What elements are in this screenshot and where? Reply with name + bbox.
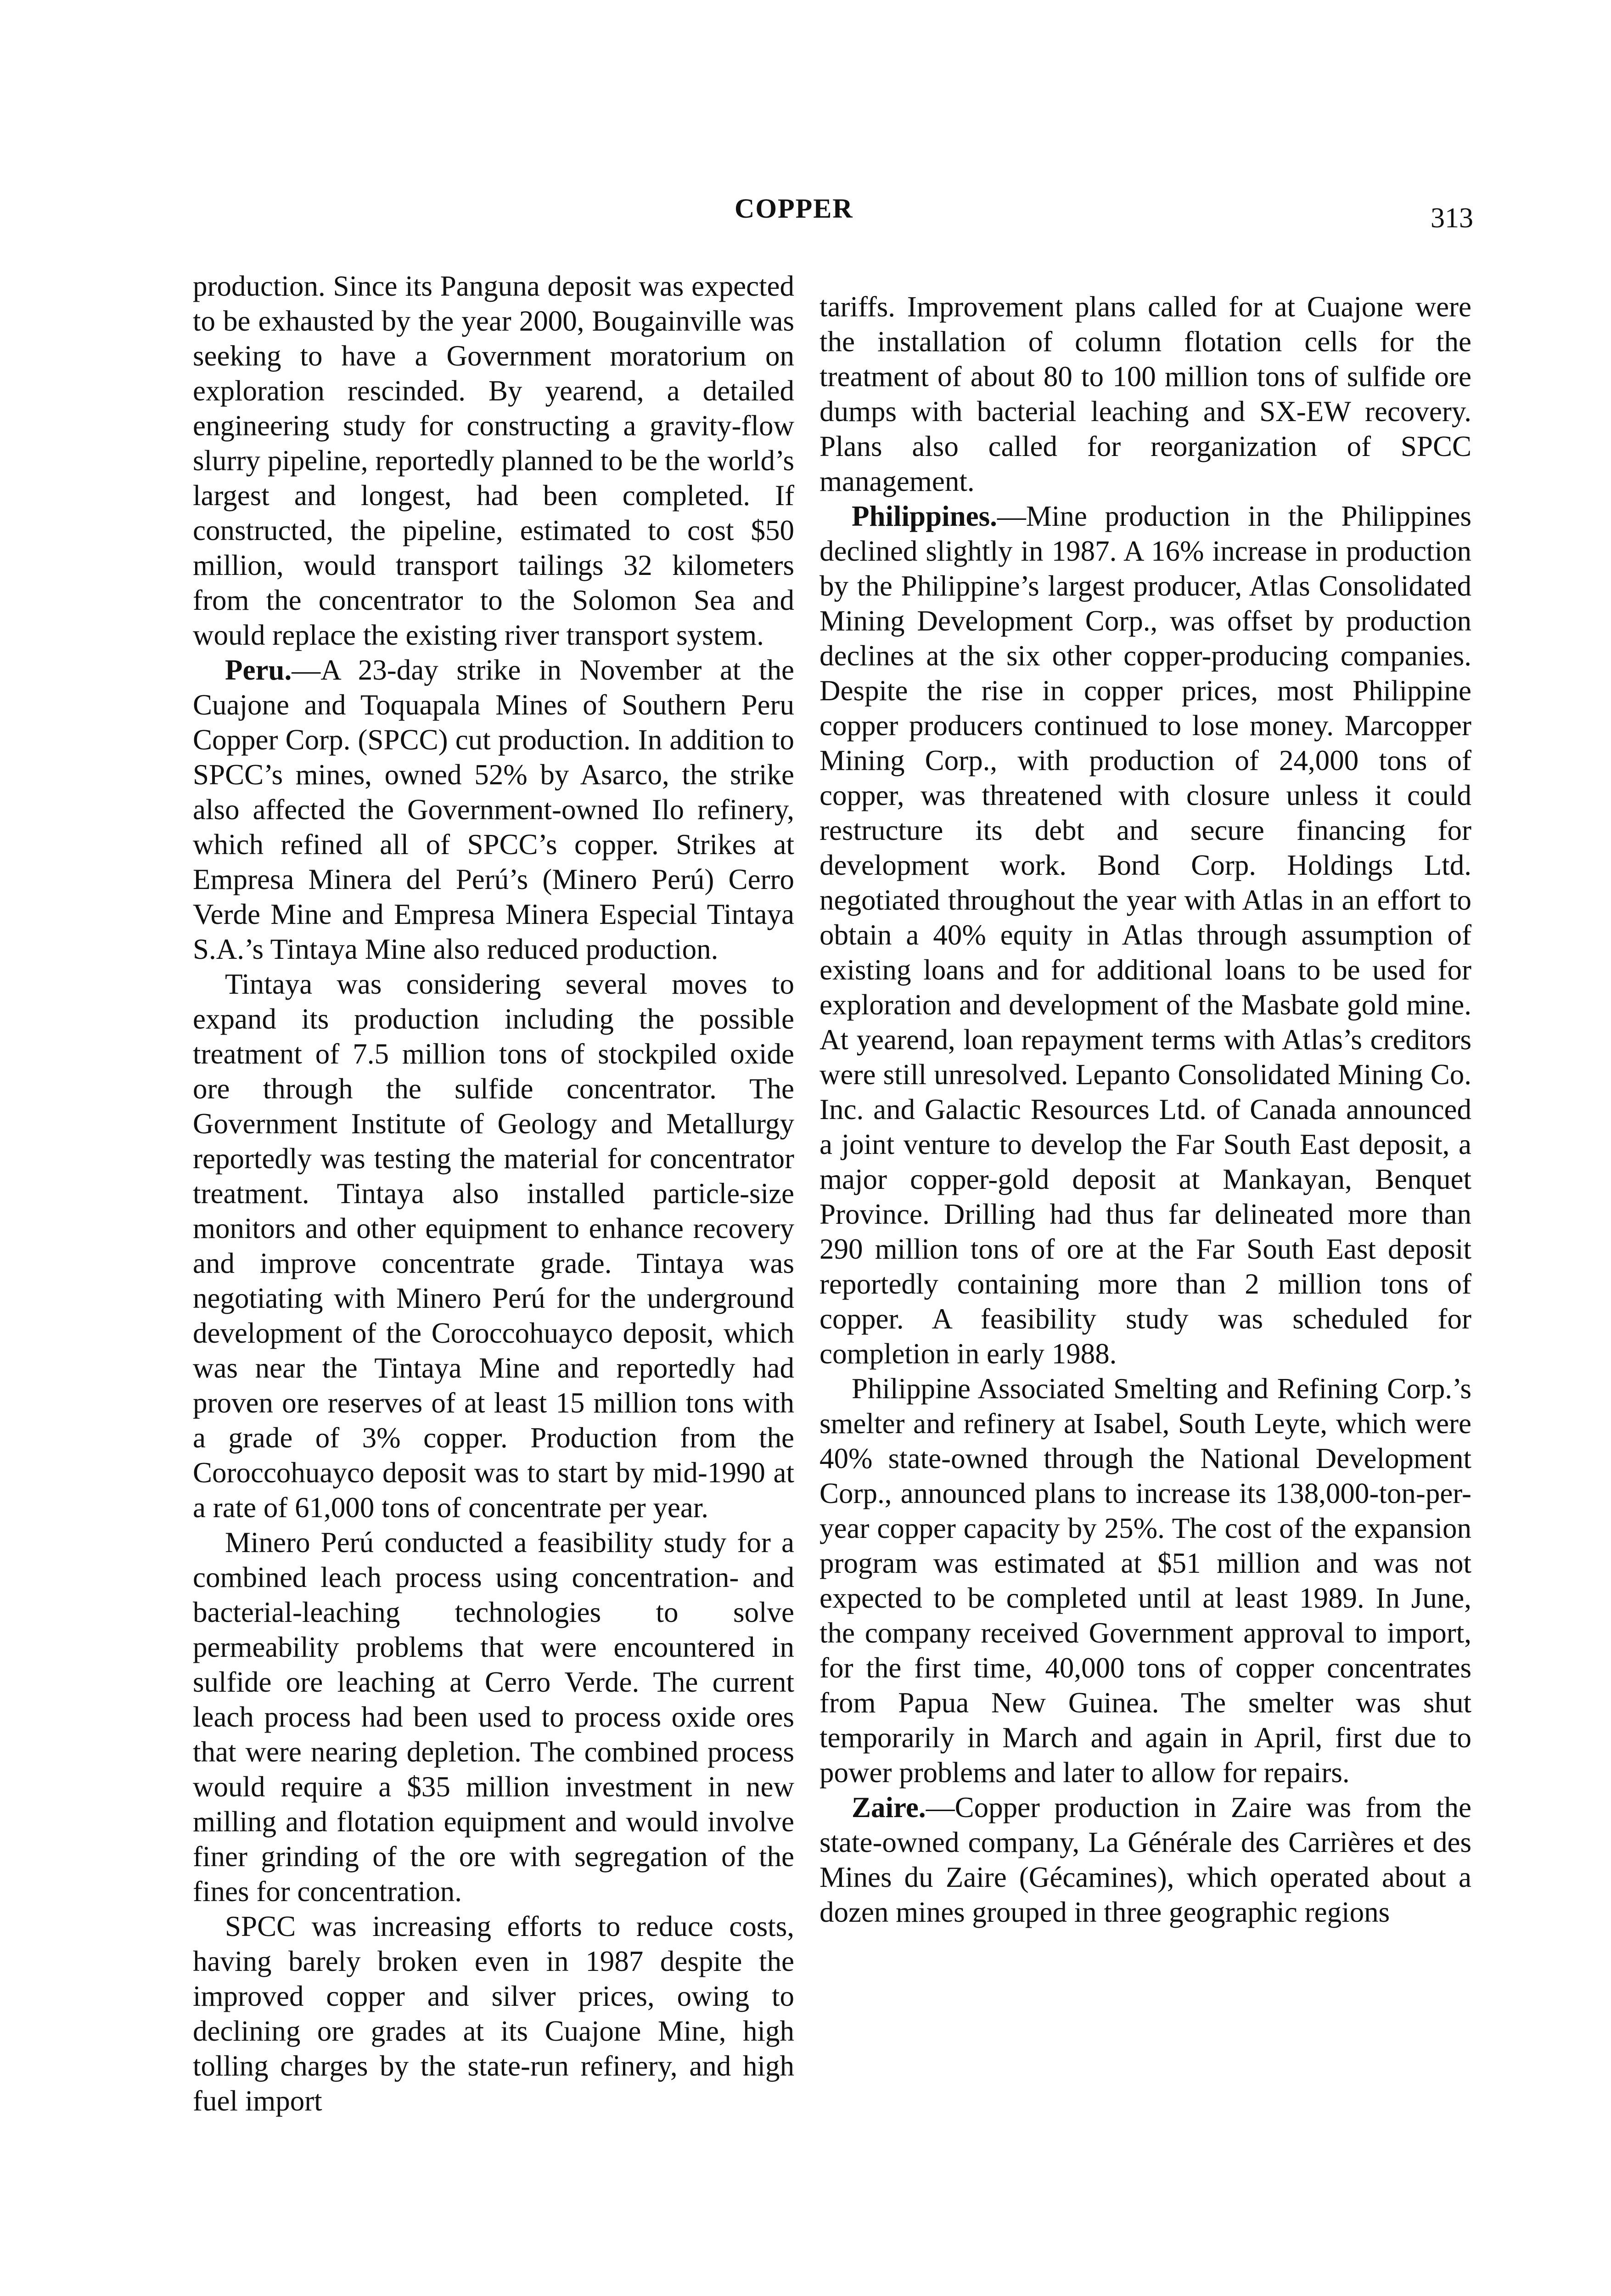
paragraph-spcc: SPCC was increasing efforts to reduce costs, having barely broken even in 1987 despite the improved copper and silver prices, owing to declining ore grades at its Cuajone Mine, high tolling charges by the state-run refinery, and high fuel import xyxy=(193,1910,794,2117)
right-column xyxy=(820,289,1471,1930)
paragraph-spcc-continued: tariffs. Improvement plans called for at Cuajone were the installation of column flotation cells for the treatment of about 80 to 100 million tons of sulfide ore dumps with bacterial leaching and SX-EW recovery. Plans also called for reorganization of SPCC management. xyxy=(820,291,1471,497)
paragraph-zaire xyxy=(820,1790,1471,1930)
paragraph-tintaya: Tintaya was considering several moves to expand its production including the possible treatment of 7.5 million tons of stockpiled oxide ore through the sulfide concentrator. The Government Institute of Geology and Metallurgy reportedly was testing the material for concentrator treatment. Tintaya also installed particle-size monitors and other equipment to enhance recovery and improve concentrate grade. Tintaya was negotiating with Minero Perú for the underground development of the Coroccohuayco deposit, which was near the Tintaya Mine and reportedly had proven ore reserves of at least 15 million tons with a grade of 3% copper. Production from the Coroccohuayco deposit was to start by mid-1990 at a rate of 61,000 tons of concentrate per year. xyxy=(193,968,794,1524)
paragraph-philippines xyxy=(820,499,1471,1371)
section-heading-peru: Peru. xyxy=(225,654,292,686)
page-number: 313 xyxy=(1431,203,1473,234)
paragraph-peru-body: —A 23-day strike in November at the Cuajone and Toquapala Mines of Southern Peru Copper Corp. (SPCC) cut production. In addition to SPCC’s mines, owned 52% by Asarco, the strike also affected the Government-owned Ilo refinery, which refined all of SPCC’s copper. Strikes at Empresa Minera del Perú’s (Minero Perú) Cerro Verde Mine and Empresa Minera Especial Tintaya S.A.’s Tintaya Mine also reduced production. xyxy=(193,654,794,965)
paragraph-minero-peru: Minero Perú conducted a feasibility study for a combined leach process using concentration- and bacterial-leaching technologies to solve permeability problems that were encountered in sulfide ore leaching at Cerro Verde. The current leach process had been used to process oxide ores that were nearing depletion. The combined process would require a $35 million investment in new milling and flotation equipment and would involve finer grinding of the ore with segregation of the fines for concentration. xyxy=(193,1526,794,1908)
paragraph-pasar: Philippine Associated Smelting and Refining Corp.’s smelter and refinery at Isabel, South Leyte, which were 40% state-owned through the National Development Corp., announced plans to increase its 138,000-ton-per-year copper capacity by 25%. The cost of the expansion program was estimated at $51 million and was not expected to be completed until at least 1989. In June, the company received Government approval to import, for the first time, 40,000 tons of copper concentrates from Papua New Guinea. The smelter was shut temporarily in March and again in April, first due to power problems and later to allow for repairs. xyxy=(820,1373,1471,1789)
running-head: COPPER xyxy=(735,193,853,224)
left-column xyxy=(193,269,794,2118)
paragraph-zaire-body: —Copper production in Zaire was from the state-owned company, La Générale des Carrières et des Mines du Zaire (Gécamines), which operated about a dozen mines grouped in three geographic regions xyxy=(820,1791,1471,1928)
section-heading-zaire: Zaire. xyxy=(852,1791,926,1823)
section-heading-philippines: Philippines. xyxy=(852,500,997,532)
paragraph-bougainville-continued: production. Since its Panguna deposit was expected to be exhausted by the year 2000, Bougainville was seeking to have a Government moratorium on exploration rescinded. By yearend, a detailed engineering study for constructing a gravity-flow slurry pipeline, reportedly planned to be the world’s largest and longest, had been completed. If constructed, the pipeline, estimated to cost $50 million, would transport tailings 32 kilometers from the concentrator to the Solomon Sea and would replace the existing river transport system. xyxy=(193,270,794,651)
paragraph-peru xyxy=(193,653,794,967)
paragraph-philippines-body: —Mine production in the Philippines declined slightly in 1987. A 16% increase in production by the Philippine’s largest producer, Atlas Consolidated Mining Development Corp., was offset by production declines at the six other copper-producing companies. Despite the rise in copper prices, most Philippine copper producers continued to lose money. Marcopper Mining Corp., with production of 24,000 tons of copper, was threatened with closure unless it could restructure its debt and secure financing for development work. Bond Corp. Holdings Ltd. negotiated throughout the year with Atlas in an effort to obtain a 40% equity in Atlas through assumption of existing loans and for additional loans to be used for exploration and development of the Masbate gold mine. At yearend, loan repayment terms with Atlas’s creditors were still unresolved. Lepanto Consolidated Mining Co. Inc. and Galactic Resources Ltd. of Canada announced a joint venture to develop the Far South East deposit, a major copper-gold deposit at Mankayan, Benquet Province. Drilling had thus far delineated more than 290 million tons of ore at the Far South East deposit reportedly containing more than 2 million tons of copper. A feasibility study was scheduled for completion in early 1988. xyxy=(820,500,1471,1370)
